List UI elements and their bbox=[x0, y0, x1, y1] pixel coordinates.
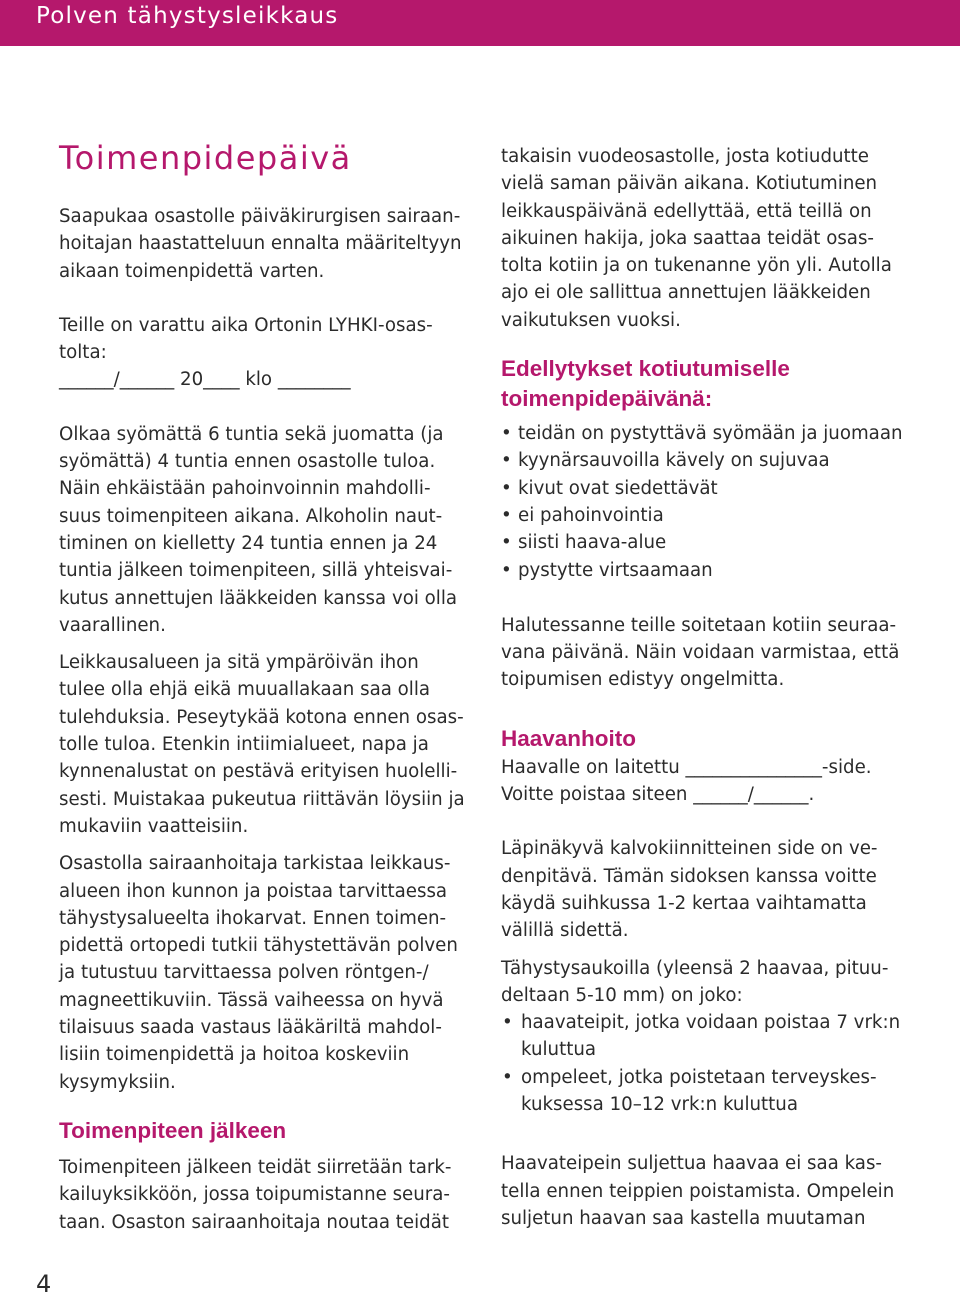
paragraph-transparent-dressing bbox=[501, 835, 921, 944]
text-line: Olkaa syömättä 6 tuntia sekä juomatta (ja bbox=[59, 423, 444, 445]
text-line: Osastolla sairaanhoitaja tarkistaa leikkaus- bbox=[59, 853, 451, 875]
paragraph-discharge bbox=[501, 143, 921, 334]
text-line: Läpinäkyvä kalvokiinnitteinen side on ve- bbox=[501, 838, 878, 860]
text-line: Näin ehkäistään pahoinvoinnin mahdolli- bbox=[59, 478, 431, 500]
wound-closure-list bbox=[501, 1009, 921, 1118]
section-heading-toimenpidepaiva: Toimenpidepäivä bbox=[59, 139, 352, 177]
text-line: deltaan 5-10 mm) on joko: bbox=[501, 984, 743, 1006]
text-line: kynnenalustat on pestävä erityisen huolelli- bbox=[59, 761, 458, 783]
text-line: tolta kotiin ja on tukenanne yön yli. Autolla bbox=[501, 255, 892, 277]
text-line: ja tutustuu tarvittaessa polven röntgen-/ bbox=[59, 962, 429, 984]
text-line: aikaan toimenpidettä varten. bbox=[59, 260, 325, 282]
text-line: käydä suihkussa 1-2 kertaa vaihtamatta bbox=[501, 892, 867, 914]
list-item-text: kuksessa 10–12 vrk:n kuluttua bbox=[521, 1094, 798, 1116]
text-line: vielä saman päivän aikana. Kotiutuminen bbox=[501, 173, 878, 195]
text-line: sesti. Muistakaa pukeutua riittävän löysiin ja bbox=[59, 788, 465, 810]
paragraph-arthroscopy-wounds bbox=[501, 955, 921, 1010]
removal-fill-line: Voitte poistaa siteen ______/______. bbox=[501, 784, 815, 806]
list-item-text: ei pahoinvointia bbox=[518, 504, 664, 526]
heading-line: toimenpidepäivänä: bbox=[501, 386, 713, 412]
heading-line: Edellytykset kotiutumiselle bbox=[501, 356, 790, 382]
text-line: Toimenpiteen jälkeen teidät siirretään tark- bbox=[59, 1156, 452, 1178]
bullet-icon: • bbox=[502, 1012, 513, 1034]
list-item bbox=[501, 1064, 921, 1119]
list-item bbox=[501, 475, 921, 502]
bullet-icon: • bbox=[501, 477, 512, 499]
text-line: Saapukaa osastolle päiväkirurgisen sairaan- bbox=[59, 206, 461, 227]
text-line: tähystysalueelta ihokarvat. Ennen toimen- bbox=[59, 907, 447, 929]
text-line: vaarallinen. bbox=[59, 614, 166, 636]
text-line: kutus annettujen lääkkeiden kanssa voi olla bbox=[59, 587, 458, 609]
text-line: magneettikuviin. Tässä vaiheessa on hyvä bbox=[59, 989, 444, 1011]
dressing-fill-line: Haavalle on laitettu _______________-side. bbox=[501, 756, 872, 778]
bullet-icon: • bbox=[502, 1066, 513, 1088]
list-item bbox=[501, 502, 921, 529]
page-header bbox=[0, 0, 960, 46]
list-item-text: kyynärsauvoilla kävely on sujuvaa bbox=[518, 450, 830, 472]
bullet-icon: • bbox=[501, 450, 512, 472]
right-column bbox=[501, 143, 921, 1232]
text-line: Halutessanne teille soitetaan kotiin seuraa- bbox=[501, 614, 897, 636]
list-item-text: teidän on pystyttävä syömään ja juomaan bbox=[518, 423, 903, 445]
section-heading-after-procedure: Toimenpiteen jälkeen bbox=[59, 1117, 287, 1143]
text-line: toipumisen edistyy ongelmitta. bbox=[501, 669, 785, 691]
text-line: tilaisuus saada vastaus lääkäriltä mahdol- bbox=[59, 1017, 442, 1039]
text-line: Leikkausalueen ja sitä ympäröivän ihon bbox=[59, 652, 419, 674]
text-line: syömättä) 4 tuntia ennen osastolle tuloa. bbox=[59, 451, 436, 473]
left-column bbox=[59, 138, 471, 1236]
section-heading-wound-care: Haavanhoito bbox=[501, 725, 637, 751]
text-line: pidettä ortopedi tutkii tähystettävän polven bbox=[59, 935, 458, 957]
text-line: Haavateipein suljettua haavaa ei saa kas- bbox=[501, 1153, 882, 1175]
section-heading-discharge-conditions bbox=[501, 354, 921, 414]
discharge-conditions-list bbox=[501, 420, 921, 584]
paragraph-fasting bbox=[59, 421, 471, 639]
bullet-icon: • bbox=[501, 504, 512, 526]
list-item-text: ompeleet, jotka poistetaan terveyskes- bbox=[521, 1066, 877, 1088]
text-line: alueen ihon kunnon ja poistaa tarvittaessa bbox=[59, 880, 448, 902]
text-line: leikkauspäivänä edellyttää, että teillä on bbox=[501, 200, 872, 222]
text-line: ajo ei ole sallittua annettujen lääkkeiden bbox=[501, 282, 871, 304]
text-line: tolta: bbox=[59, 342, 107, 364]
text-line: tella ennen teippien poistamista. Ompelein bbox=[501, 1180, 895, 1202]
text-line: kailuyksikköön, jossa toipumistanne seura- bbox=[59, 1184, 450, 1206]
text-line: takaisin vuodeosastolle, josta kotiudutte bbox=[501, 146, 869, 167]
bullet-icon: • bbox=[501, 559, 512, 581]
text-line: aikuinen hakija, joka saattaa teidät osas- bbox=[501, 227, 874, 249]
text-line: hoitajan haastatteluun ennalta määriteltyyn bbox=[59, 233, 462, 255]
text-line: Tähystysaukoilla (yleensä 2 haavaa, pituu- bbox=[501, 957, 889, 979]
text-line: taan. Osaston sairaanhoitaja noutaa teidät bbox=[59, 1211, 450, 1233]
bullet-icon: • bbox=[501, 423, 512, 445]
text-line: mukaviin vaatteisiin. bbox=[59, 815, 249, 837]
text-line: vaikutuksen vuoksi. bbox=[501, 309, 681, 331]
paragraph-arrival bbox=[59, 203, 471, 285]
text-line: tuntia jälkeen toimenpiteen, sillä yhteisvai- bbox=[59, 560, 453, 582]
list-item-text: haavateipit, jotka voidaan poistaa 7 vrk:n bbox=[521, 1012, 901, 1034]
list-item bbox=[501, 420, 921, 447]
list-item bbox=[501, 557, 921, 584]
list-item-text: kivut ovat siedettävät bbox=[518, 477, 718, 499]
text-line: tulee olla ehjä eikä muuallakaan saa olla bbox=[59, 679, 431, 701]
paragraph-skin bbox=[59, 649, 471, 840]
paragraph-dressing-fill bbox=[501, 754, 921, 809]
page-number: 4 bbox=[36, 1270, 52, 1298]
text-line: Teille on varattu aika Ortonin LYHKI-osas- bbox=[59, 314, 433, 336]
paragraph-after-procedure bbox=[59, 1154, 471, 1236]
list-item bbox=[501, 1009, 921, 1064]
paragraph-followup-call bbox=[501, 612, 921, 694]
bullet-icon: • bbox=[501, 532, 512, 554]
text-line: kysymyksiin. bbox=[59, 1071, 176, 1093]
text-line: timinen on kielletty 24 tuntia ennen ja 24 bbox=[59, 532, 438, 554]
text-line: tolle tuloa. Etenkin intiimialueet, napa ja bbox=[59, 734, 429, 756]
text-line: välillä sidettä. bbox=[501, 920, 629, 942]
text-line: denpitävä. Tämän sidoksen kanssa voitte bbox=[501, 865, 877, 887]
list-item-text: siisti haava-alue bbox=[518, 532, 667, 554]
list-item-text: pystytte virtsaamaan bbox=[518, 559, 713, 581]
paragraph-nurse-check bbox=[59, 850, 471, 1096]
list-item bbox=[501, 447, 921, 474]
text-line: vana päivänä. Näin voidaan varmistaa, että bbox=[501, 642, 900, 664]
text-line: lisiin toimenpidettä ja hoitoa koskeviin bbox=[59, 1044, 410, 1066]
text-line: tulehduksia. Peseytykää kotona ennen osas- bbox=[59, 706, 464, 728]
text-line: suljetun haavan saa kastella muutaman bbox=[501, 1207, 866, 1229]
paragraph-wetting bbox=[501, 1150, 921, 1232]
header-title: Polven tähystysleikkaus bbox=[36, 3, 339, 29]
list-item-text: kuluttua bbox=[521, 1039, 597, 1061]
paragraph-appointment bbox=[59, 312, 471, 394]
text-line: suus toimenpiteen aikana. Alkoholin naut- bbox=[59, 505, 443, 527]
list-item bbox=[501, 529, 921, 556]
appointment-fill-line: ______/______ 20____ klo ________ bbox=[59, 369, 351, 391]
